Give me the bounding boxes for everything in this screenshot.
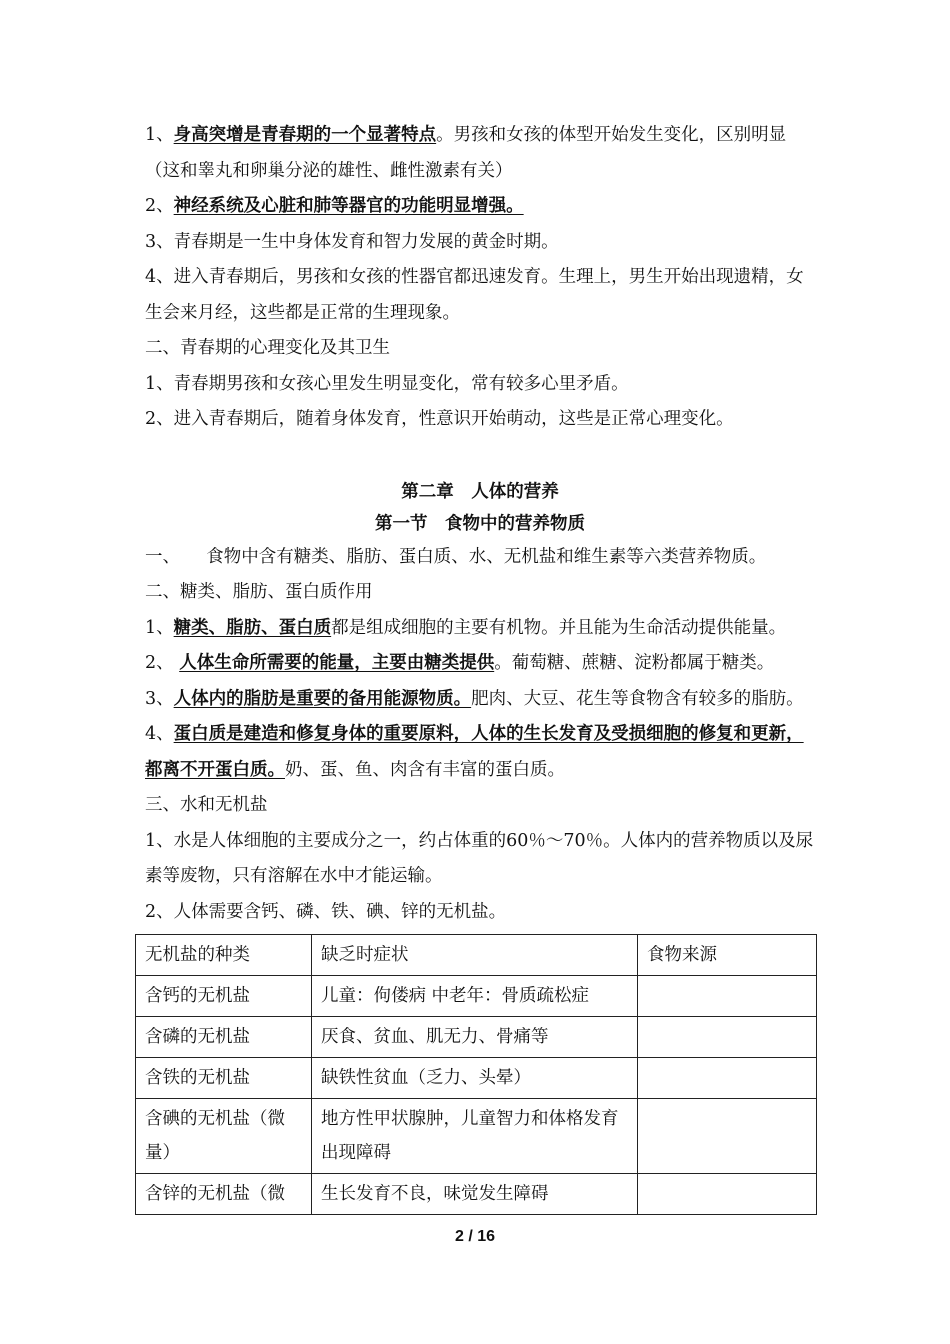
paragraph-organic [145, 611, 815, 647]
table-header-cell: 无机盐的种类 [136, 935, 312, 976]
paragraph-protein [145, 717, 815, 788]
chapter-title: 第二章 人体的营养 [401, 481, 559, 502]
table-cell [638, 1174, 817, 1215]
text: 。男孩和女孩的体型开始发生变化，区别明显（这和睾丸和卵巢分泌的雄性、雌性激素有关） [145, 125, 787, 181]
paragraph-minerals: 2、人体需要含钙、磷、铁、碘、锌的无机盐。 [145, 901, 507, 922]
table-cell: 儿童：佝偻病 中老年：骨质疏松症 [312, 976, 638, 1017]
table-header-row [136, 935, 817, 976]
subheading-water: 三、水和无机盐 [145, 795, 268, 815]
table-row [136, 1058, 817, 1099]
text: 1、 [145, 125, 174, 145]
emphasis-text: 糖类、脂肪、蛋白质 [173, 617, 332, 638]
paragraph-water: 1、水是人体细胞的主要成分之一，约占体重的60％～70％。人体内的营养物质以及尿素等废物，只有溶解在水中才能运输。 [145, 830, 814, 886]
text: 肥肉、大豆、花生等食物含有较多的脂肪。 [471, 688, 804, 709]
table-cell [638, 1099, 817, 1174]
table-cell [638, 976, 817, 1017]
paragraph-2 [145, 189, 815, 225]
minerals-table [135, 934, 817, 1215]
table-row [136, 1099, 817, 1174]
table-row [136, 976, 817, 1017]
text: 4、 [145, 724, 174, 744]
page-number: 2 / 16 [454, 1228, 496, 1245]
paragraph-6: 2、进入青春期后，随着身体发育，性意识开始萌动，这些是正常心理变化。 [145, 409, 734, 429]
emphasis-text: 神经系统及心脏和肺等器官的功能明显增强。 [173, 196, 524, 216]
emphasis-text: 身高突增是青春期的一个显著特点 [173, 125, 437, 145]
table-cell: 地方性甲状腺肿，儿童智力和体格发育出现障碍 [312, 1099, 638, 1174]
table-cell: 缺铁性贫血（乏力、头晕） [312, 1058, 638, 1099]
section-title: 第一节 食物中的营养物质 [375, 513, 585, 534]
paragraph-5: 1、青春期男孩和女孩心里发生明显变化，常有较多心里矛盾。 [145, 373, 629, 394]
table-row [136, 1017, 817, 1058]
table-cell [638, 1058, 817, 1099]
document-page [145, 118, 815, 1215]
paragraph-3: 3、青春期是一生中身体发育和智力发展的黄金时期。 [145, 231, 559, 252]
table-cell: 含锌的无机盐（微 [136, 1174, 312, 1215]
subheading-psych: 二、青春期的心理变化及其卫生 [145, 338, 390, 358]
emphasis-text: 人体生命所需要的能量，主要由糖类提供 [179, 653, 495, 673]
paragraph-energy [145, 646, 815, 682]
table-cell: 厌食、贫血、肌无力、骨痛等 [312, 1017, 638, 1058]
text: 3、 [145, 688, 174, 709]
table-cell: 含钙的无机盐 [136, 976, 312, 1017]
table-header-cell: 食物来源 [638, 935, 817, 976]
text: 1、 [145, 617, 174, 638]
spacer [145, 438, 815, 476]
paragraph-4: 4、进入青春期后，男孩和女孩的性器官都迅速发育。生理上，男生开始出现遗精，女生会来月经，这些都是正常的生理现象。 [145, 267, 804, 323]
emphasis-text: 蛋白质是建造和修复身体的重要原料，人体的生长发育及受损细胞的修复和更新，都离不开蛋白质。 [145, 724, 804, 780]
table-header-cell: 缺乏时症状 [312, 935, 638, 976]
table-cell: 含磷的无机盐 [136, 1017, 312, 1058]
table-cell: 含铁的无机盐 [136, 1058, 312, 1099]
text: 2、 [145, 653, 180, 673]
text: 。葡萄糖、蔗糖、淀粉都属于糖类。 [494, 653, 775, 673]
emphasis-text: 人体内的脂肪是重要的备用能源物质。 [173, 688, 472, 709]
table-cell [638, 1017, 817, 1058]
paragraph-1 [145, 118, 815, 189]
table-row [136, 1174, 817, 1215]
text: 都是组成细胞的主要有机物。并且能为生命活动提供能量。 [331, 617, 787, 638]
table-cell: 含碘的无机盐（微量） [136, 1099, 312, 1174]
text: 奶、蛋、鱼、肉含有丰富的蛋白质。 [285, 759, 565, 780]
nutrients-line: 一、 食物中含有糖类、脂肪、蛋白质、水、无机盐和维生素等六类营养物质。 [145, 546, 767, 567]
table-cell: 生长发育不良，味觉发生障碍 [312, 1174, 638, 1215]
paragraph-fat [145, 682, 815, 718]
subheading-functions: 二、糖类、脂肪、蛋白质作用 [145, 582, 373, 602]
text: 2、 [145, 196, 174, 216]
